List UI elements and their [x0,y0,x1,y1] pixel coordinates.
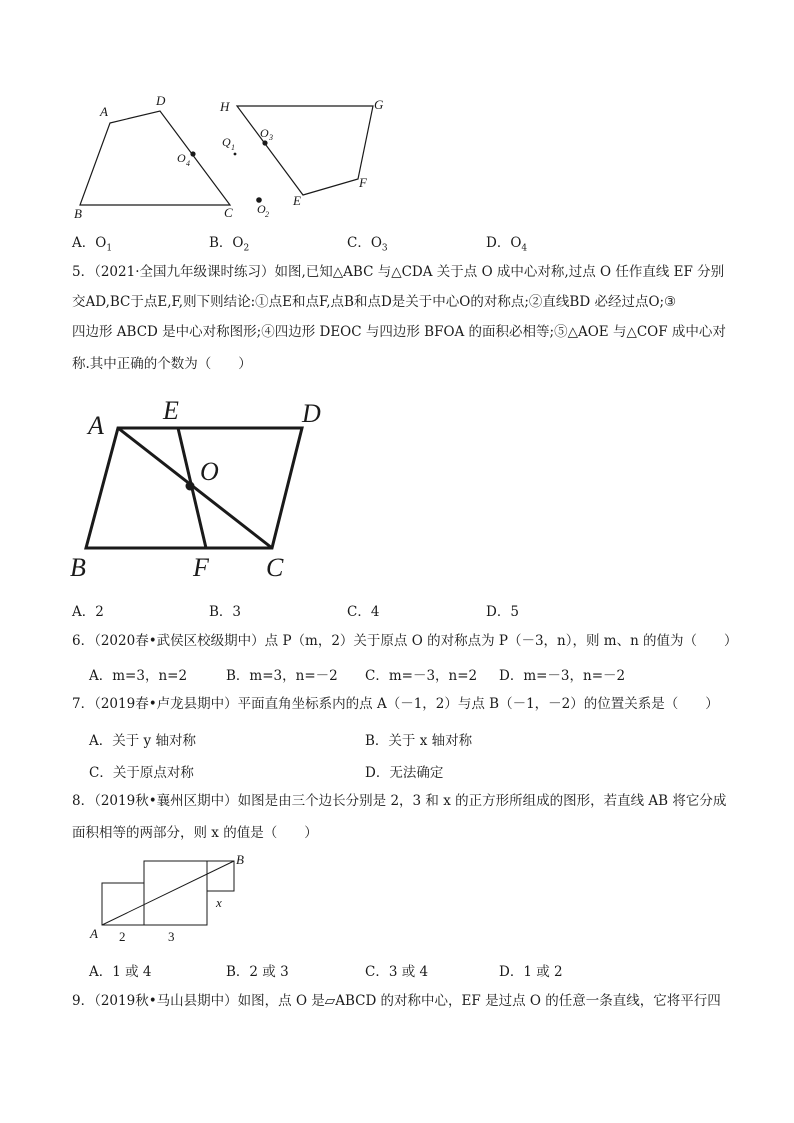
q5-stem-line-1: 5．（2021·全国九年级课时练习）如图,已知△ABC 与△CDA 关于点 O 成中心对称,过点 O 任作直线 EF 分别 [72,264,725,280]
q5-option-a[interactable]: A．2 [72,604,104,620]
label-b: B [70,553,86,582]
diagonal-ac [118,428,272,548]
q7-option-a[interactable]: A．关于 y 轴对称 [89,733,196,749]
q4-option-b[interactable] [209,231,249,254]
q4-option-a-sub: 1 [106,243,113,254]
q8-option-a[interactable]: A．1 或 4 [89,964,152,980]
q4-option-c-text: C．O [347,235,382,251]
label-c: C [266,553,284,582]
label-2: 2 [119,929,126,944]
q4-option-b-text: B．O [209,235,244,251]
label-3: 3 [168,929,175,944]
square-x [207,861,234,891]
q8-option-c[interactable]: C．3 或 4 [365,964,429,980]
q4-option-c[interactable] [347,231,388,254]
label-o4-sub: 4 [186,159,190,168]
q6-option-c[interactable]: C．m=－3，n=2 [365,668,478,684]
q8-option-b[interactable]: B．2 或 3 [226,964,289,980]
label-f: F [359,175,367,190]
label-o4: O [177,151,186,165]
line-ab [102,861,234,925]
square-2 [102,883,144,925]
quad-hgfe [237,106,373,195]
label-h: H [220,99,230,114]
label-o3: O [260,126,269,140]
label-d: D [156,93,166,108]
q4-option-d[interactable] [486,231,527,254]
label-c: C [224,205,233,220]
q7-option-d[interactable]: D．无法确定 [365,765,444,781]
point-o3 [262,140,267,145]
q9-stem: 9．（2019秋•马山县期中）如图，点 O 是▱ABCD 的对称中心，EF 是过点 O 的任意一条直线，它将平行四 [72,993,721,1009]
q5-stem-line-3: 四边形 ABCD 是中心对称图形;④四边形 DEOC 与四边形 BFOA 的面积必相等;⑤△AOE 与△COF 成中心对 [72,324,726,340]
label-o1-sub: 1 [231,143,235,152]
label-o3-sub: 3 [269,133,273,142]
q6-option-a[interactable]: A．m=3，n=2 [89,668,188,684]
q4-option-a[interactable] [72,231,112,254]
label-e: E [163,396,179,425]
label-e: E [293,193,301,208]
label-a: A [88,411,104,440]
q4-option-d-sub: 4 [521,243,528,254]
label-o: O [200,457,219,486]
q5-figure [66,392,336,584]
label-b: B [236,852,244,867]
q8-option-d[interactable]: D．1 或 2 [499,964,563,980]
label-d: D [302,399,321,428]
point-o1 [234,153,237,156]
point-o4 [190,151,195,156]
q4-figure [60,88,400,223]
q5-option-b[interactable]: B．3 [209,604,242,620]
q8-stem-line-2: 面积相等的两部分，则 x 的值是（ ） [72,825,318,841]
q6-option-b[interactable]: B．m=3，n=－2 [226,668,338,684]
label-b: B [74,206,82,221]
q8-stem-line-1: 8．（2019秋•襄州区期中）如图是由三个边长分别是 2，3 和 x 的正方形所组成的图形，若直线 AB 将它分成 [72,793,727,809]
q4-option-d-text: D．O [486,235,522,251]
label-g: G [374,97,384,112]
point-o [186,482,195,491]
q7-stem: 7．（2019春•卢龙县期中）平面直角坐标系内的点 A（－1，2）与点 B（－1，－2）的位置关系是（ ） [72,696,719,712]
label-o2: O [257,202,266,216]
q5-stem-line-4: 称.其中正确的个数为（ ） [72,356,252,372]
label-x: x [216,895,222,910]
q4-option-b-sub: 2 [243,243,250,254]
q7-option-c[interactable]: C．关于原点对称 [89,765,194,781]
q5-stem-line-2: 交AD,BC于点E,F,则下则结论:①点E和点F,点B和点D是关于中心O的对称点;②直线BD 必经过点O;③ [72,294,677,310]
q7-option-b[interactable]: B．关于 x 轴对称 [365,733,473,749]
q5-option-c[interactable]: C．4 [347,604,380,620]
q4-option-c-sub: 3 [381,243,388,254]
q8-figure [86,852,256,946]
q4-option-a-text: A．O [72,235,107,251]
label-o2-sub: 2 [265,210,269,219]
q6-stem: 6．（2020春•武侯区校级期中）点 P（m，2）关于原点 O 的对称点为 P（－3，n），则 m、n 的值为（ ） [72,633,738,649]
label-a: A [100,104,108,119]
label-a: A [90,926,98,941]
quad-abcd [80,111,230,205]
q6-option-d[interactable]: D．m=－3，n=－2 [499,668,626,684]
label-o1: Q [222,135,231,149]
q5-option-d[interactable]: D．5 [486,604,519,620]
square-3 [144,861,207,925]
label-f: F [193,553,209,582]
